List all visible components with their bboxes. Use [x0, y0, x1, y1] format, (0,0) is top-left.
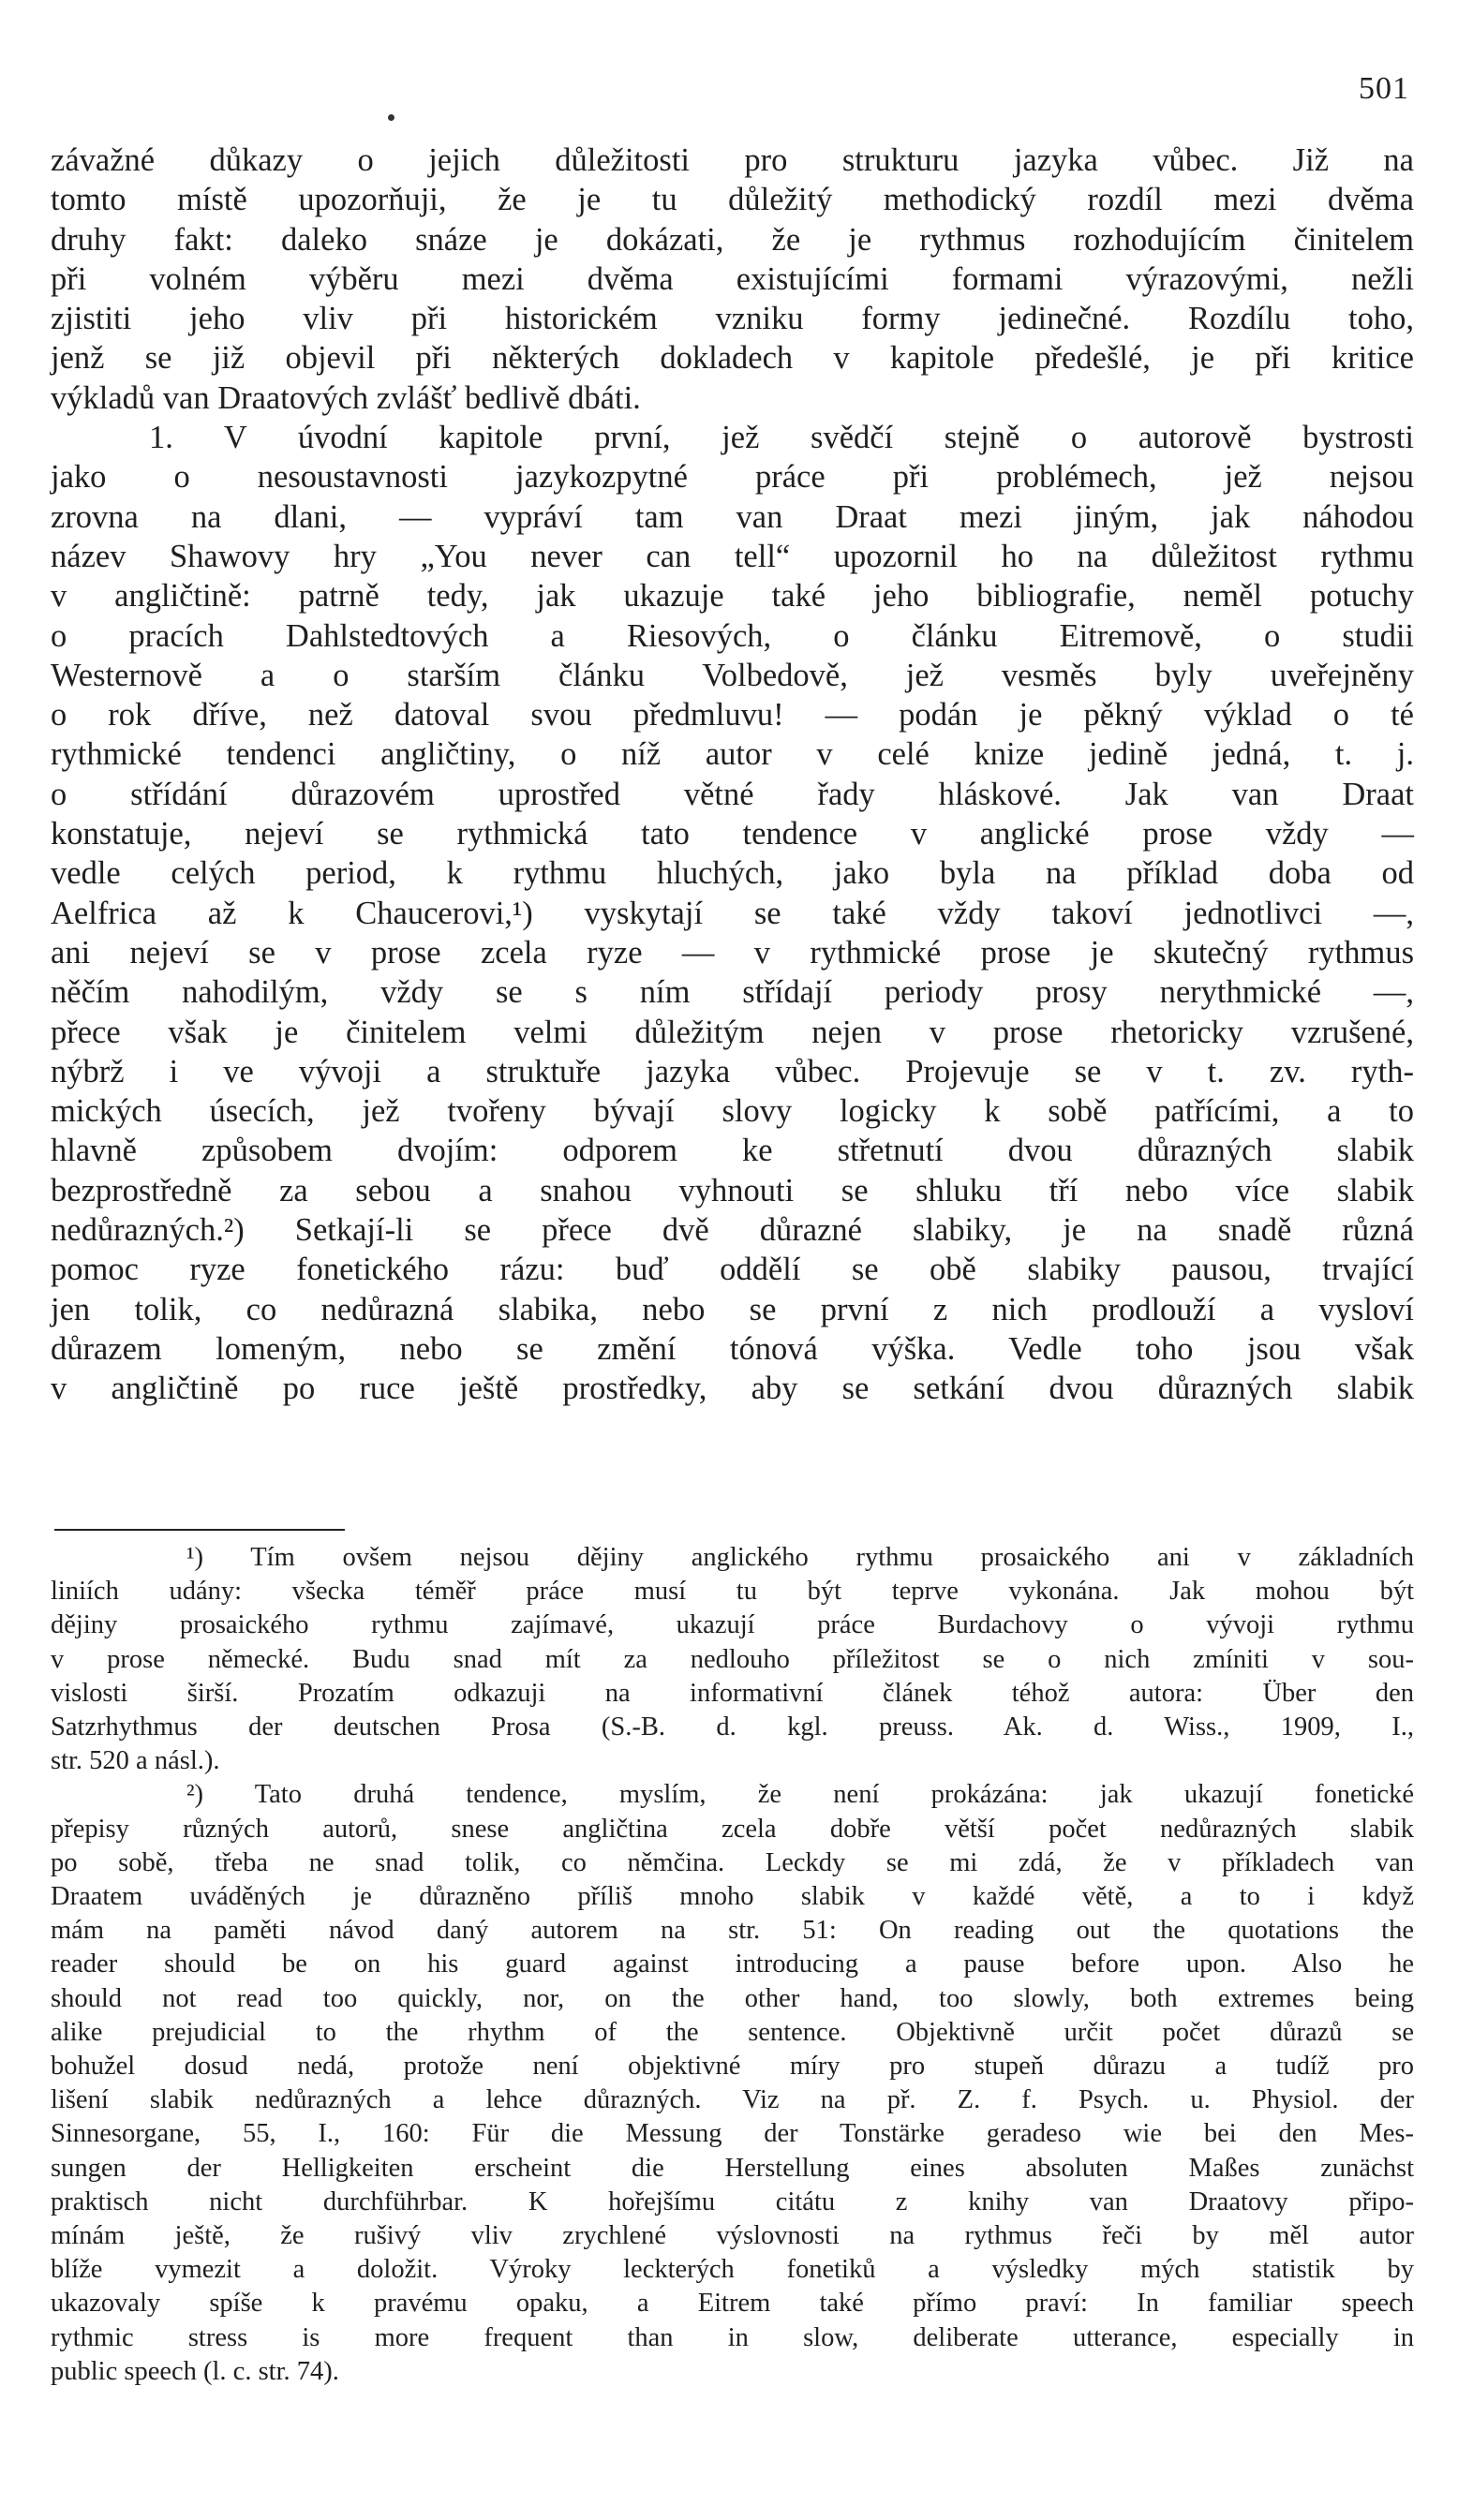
footnote-line: reader should be on his guard against introducing a pause before upon. Also he [51, 1949, 1414, 1979]
body-line: rythmické tendenci angličtiny, o níž autor v celé knize jedině jedná, t. j. [51, 736, 1414, 773]
body-line: Westernově a o starším článku Volbedově, jež vesměs byly uveřejněny [51, 657, 1414, 693]
footnote-line: mínám ještě, že rušivý vliv zrychlené výslovnosti na rythmus řeči by měl autor [51, 2221, 1414, 2251]
footnote-line: sungen der Helligkeiten erscheint die Herstellung eines absoluten Maßes zunächst [51, 2153, 1414, 2183]
body-line: hlavně způsobem dvojím: odporem ke střetnutí dvou důrazných slabik [51, 1133, 1414, 1169]
footnote-line: vislosti širší. Prozatím odkazuji na informativní článek téhož autora: Über den [51, 1678, 1414, 1708]
footnote-line: ¹) Tím ovšem nejsou dějiny anglického rythmu prosaického ani v základních [186, 1543, 1414, 1572]
body-line: jako o nesoustavnosti jazykozpytné práce při problémech, jež nejsou [51, 459, 1414, 496]
footnote-line: mám na paměti návod daný autorem na str. 51: On reading out the quotations the [51, 1916, 1414, 1946]
body-line: výkladů van Draatových zvlášť bedlivě dbáti. [51, 379, 641, 416]
footnote-line: po sobě, třeba ne snad tolik, co němčina. Leckdy se mi zdá, že v příkladech van [51, 1847, 1414, 1877]
footnote-line: blíže vymezit a doložit. Výroky leckterých fonetiků a výsledky mých statistik by [51, 2255, 1414, 2285]
body-line: tomto místě upozorňuji, že je tu důležitý methodický rozdíl mezi dvěma [51, 182, 1414, 218]
body-line: druhy fakt: daleko snáze je dokázati, že je rythmus rozhodujícím činitelem [51, 221, 1414, 258]
body-line: důrazem lomeným, nebo se změní tónová výška. Vedle toho jsou však [51, 1330, 1414, 1367]
body-line: závažné důkazy o jejich důležitosti pro strukturu jazyka vůbec. Již na [51, 142, 1414, 178]
body-line: mických úsecích, jež tvořeny bývají slovy logicky k sobě patřícími, a to [51, 1093, 1414, 1130]
footnote-line: praktisch nicht durchführbar. K hořejšímu citátu z knihy van Draatovy připo- [51, 2186, 1414, 2216]
stray-ink-mark [388, 114, 394, 121]
body-line: zrovna na dlani, — vypráví tam van Draat mezi jiným, jak náhodou [51, 498, 1414, 535]
body-line: v angličtině: patrně tedy, jak ukazuje také jeho bibliografie, neměl potuchy [51, 578, 1414, 615]
body-line: něčím nahodilým, vždy se s ním střídají periody prosy nerythmické —, [51, 974, 1414, 1011]
footnote-line: liniích udány: všecka téměř práce musí tu být teprve vykonána. Jak mohou být [51, 1577, 1414, 1607]
body-line: bezprostředně za sebou a snahou vyhnouti se shluku tří nebo více slabik [51, 1172, 1414, 1208]
footnote-line: alike prejudicial to the rhythm of the sentence. Objektivně určit počet důrazů se [51, 2017, 1414, 2047]
footnote-line: Sinnesorgane, 55, I., 160: Für die Messung der Tonstärke geradeso wie bei den Mes- [51, 2119, 1414, 2149]
body-line: konstatuje, nejeví se rythmická tato tendence v anglické prose vždy — [51, 816, 1414, 852]
body-line: Aelfrica až k Chaucerovi,¹) vyskytají se také vždy takoví jednotlivci —, [51, 895, 1414, 931]
footnote-line: bohužel dosud nedá, protože není objektivné míry pro stupeň důrazu a tudíž pro [51, 2052, 1414, 2082]
body-line: zjistiti jeho vliv při historickém vzniku formy jedinečné. Rozdílu toho, [51, 301, 1414, 337]
footnote-line: Draatem uváděných je důrazněno příliš mnoho slabik v každé větě, a to i když [51, 1882, 1414, 1912]
footnote-rule [54, 1529, 345, 1531]
footnote-line: rythmic stress is more frequent than in slow, deliberate utterance, especially in [51, 2322, 1414, 2352]
footnotes [51, 1541, 1414, 2389]
footnote-line: ²) Tato druhá tendence, myslím, že není prokázána: jak ukazují fonetické [186, 1780, 1414, 1810]
body-line: v angličtině po ruce ještě prostředky, aby se setkání dvou důrazných slabik [51, 1371, 1414, 1407]
body-line: o pracích Dahlstedtových a Riesových, o článku Eitremově, o studii [51, 617, 1414, 654]
footnote-line: lišení slabik nedůrazných a lehce důrazných. Viz na př. Z. f. Psych. u. Physiol. der [51, 2085, 1414, 2115]
footnote-line: public speech (l. c. str. 74). [51, 2356, 339, 2386]
body-line: o rok dříve, než datoval svou předmluvu! — podán je pěkný výklad o té [51, 697, 1414, 734]
body-line: jenž se již objevil při některých dokladech v kapitole předešlé, je při kritice [51, 340, 1414, 377]
page-number: 501 [1359, 71, 1409, 106]
footnote-line: str. 520 a násl.). [51, 1746, 220, 1776]
footnote-line: should not read too quickly, nor, on the other hand, too slowly, both extremes being [51, 1983, 1414, 2013]
body-line: pomoc ryze fonetického rázu: buď oddělí se obě slabiky pausou, trvající [51, 1252, 1414, 1288]
footnote-line: v prose německé. Budu snad mít za nedlouho příležitost se o nich zmíniti v sou- [51, 1644, 1414, 1674]
footnote-line: dějiny prosaického rythmu zajímavé, ukazují práce Burdachovy o vývoji rythmu [51, 1610, 1414, 1640]
body-line: jen tolik, co nedůrazná slabika, nebo se první z nich prodlouží a vysloví [51, 1291, 1414, 1327]
body-line: nýbrž i ve vývoji a struktuře jazyka vůbec. Projevuje se v t. zv. ryth- [51, 1053, 1414, 1090]
footnote-line: přepisy různých autorů, snese angličtina zcela dobře větší počet nedůrazných slabik [51, 1814, 1414, 1844]
body-line: nedůrazných.²) Setkají-li se přece dvě důrazné slabiky, je na snadě různá [51, 1212, 1414, 1249]
body-line: název Shawovy hry „You never can tell“ upozornil ho na důležitost rythmu [51, 538, 1414, 574]
footnote-line: ukazovaly spíše k pravému opaku, a Eitrem také přímo praví: In familiar speech [51, 2289, 1414, 2319]
body-line: vedle celých period, k rythmu hluchých, jako byla na příklad doba od [51, 855, 1414, 892]
body-line: o střídání důrazovém uprostřed větné řady hláskové. Jak van Draat [51, 776, 1414, 812]
footnote-line: Satzrhythmus der deutschen Prosa (S.-B. d. kgl. preuss. Ak. d. Wiss., 1909, I., [51, 1712, 1414, 1742]
body-line: při volném výběru mezi dvěma existujícími formami výrazovými, nežli [51, 260, 1414, 297]
main-text [51, 141, 1414, 1409]
body-line: přece však je činitelem velmi důležitým nejen v prose rhetoricky vzrušené, [51, 1014, 1414, 1050]
body-line: ani nejeví se v prose zcela ryze — v rythmické prose je skutečný rythmus [51, 934, 1414, 971]
body-line: 1. V úvodní kapitole první, jež svědčí stejně o autorově bystrosti [149, 420, 1414, 456]
